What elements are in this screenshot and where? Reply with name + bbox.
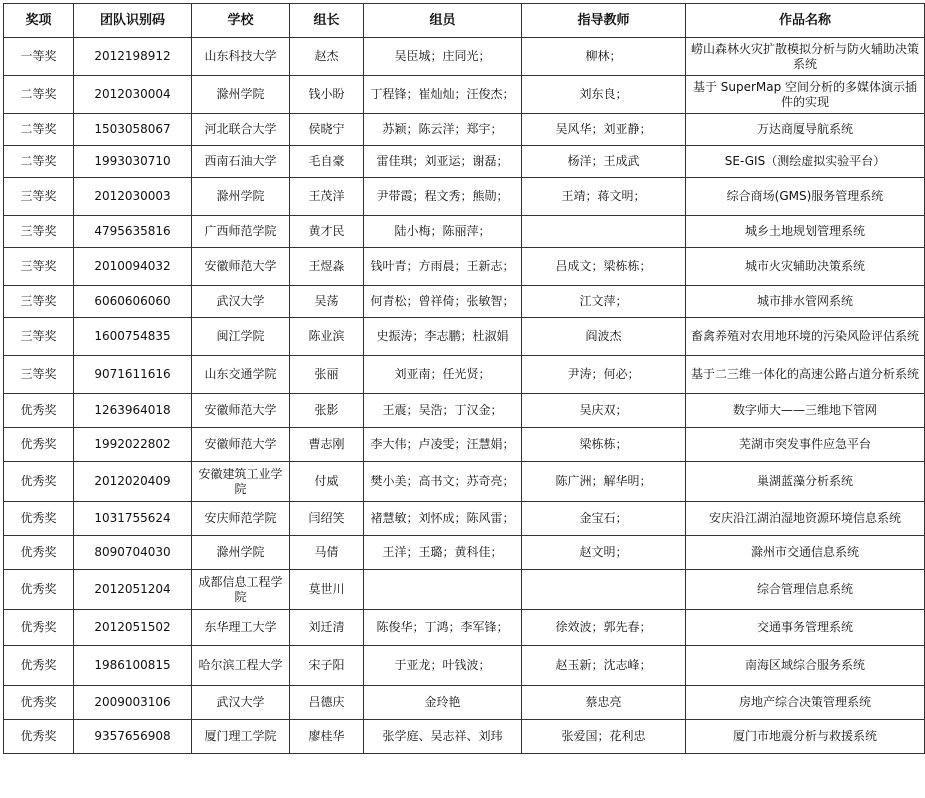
cell-school: 成都信息工程学院: [192, 570, 290, 610]
cell-team-code: 1503058067: [74, 114, 192, 146]
table-row: [4, 536, 925, 570]
cell-members: 褚慧敏；刘怀成；陈风雷；: [364, 502, 522, 536]
cell-members: 樊小美；高书文；苏奇亮；: [364, 462, 522, 502]
cell-work-title: 基于 SuperMap 空间分析的多媒体演示插件的实现: [686, 76, 925, 114]
cell-members: 吴臣城；庄同光；: [364, 38, 522, 76]
cell-members: 陆小梅；陈丽萍；: [364, 216, 522, 248]
cell-leader: 廖桂华: [290, 720, 364, 754]
cell-members: 刘亚南；任光贤；: [364, 356, 522, 394]
cell-work-title: 厦门市地震分析与救援系统: [686, 720, 925, 754]
cell-award: 三等奖: [4, 356, 74, 394]
cell-leader: 侯晓宁: [290, 114, 364, 146]
header-school: 学校: [192, 4, 290, 38]
table-row: [4, 76, 925, 114]
cell-leader: 刘迁清: [290, 610, 364, 646]
cell-members: 于亚龙；叶钱波；: [364, 646, 522, 686]
cell-leader: 张影: [290, 394, 364, 428]
cell-members: 陈俊华；丁鸿；李军锋；: [364, 610, 522, 646]
cell-advisor: 赵玉新；沈志峰；: [522, 646, 686, 686]
cell-leader: 毛自豪: [290, 146, 364, 178]
cell-advisor: 徐效波；郭先春；: [522, 610, 686, 646]
cell-members: 雷佳琪；刘亚运；谢磊；: [364, 146, 522, 178]
cell-advisor: 金宝石；: [522, 502, 686, 536]
cell-school: 安徽建筑工业学院: [192, 462, 290, 502]
cell-advisor: 张爱国；花利忠: [522, 720, 686, 754]
cell-team-code: 2012030003: [74, 178, 192, 216]
cell-school: 河北联合大学: [192, 114, 290, 146]
cell-school: 厦门理工学院: [192, 720, 290, 754]
table-row: [4, 686, 925, 720]
cell-award: 优秀奖: [4, 462, 74, 502]
cell-work-title: 崂山森林火灾扩散模拟分析与防火辅助决策系统: [686, 38, 925, 76]
cell-team-code: 2012051204: [74, 570, 192, 610]
cell-award: 三等奖: [4, 216, 74, 248]
cell-school: 滁州学院: [192, 178, 290, 216]
header-row: [4, 4, 925, 38]
cell-team-code: 4795635816: [74, 216, 192, 248]
cell-leader: 赵杰: [290, 38, 364, 76]
cell-award: 优秀奖: [4, 686, 74, 720]
cell-work-title: 安庆沿江湖泊湿地资源环境信息系统: [686, 502, 925, 536]
cell-work-title: 滁州市交通信息系统: [686, 536, 925, 570]
table-row: [4, 178, 925, 216]
cell-leader: 钱小盼: [290, 76, 364, 114]
cell-school: 安庆师范学院: [192, 502, 290, 536]
table-row: [4, 720, 925, 754]
header-team-code: 团队识别码: [74, 4, 192, 38]
cell-school: 闽江学院: [192, 318, 290, 356]
cell-award: 三等奖: [4, 248, 74, 286]
cell-school: 安徽师范大学: [192, 428, 290, 462]
cell-members: [364, 570, 522, 610]
cell-school: 武汉大学: [192, 686, 290, 720]
cell-team-code: 1263964018: [74, 394, 192, 428]
cell-team-code: 2012030004: [74, 76, 192, 114]
cell-school: 安徽师范大学: [192, 394, 290, 428]
cell-advisor: 梁栋栋；: [522, 428, 686, 462]
cell-award: 三等奖: [4, 318, 74, 356]
cell-advisor: [522, 570, 686, 610]
cell-leader: 张丽: [290, 356, 364, 394]
cell-team-code: 9357656908: [74, 720, 192, 754]
cell-work-title: 基于二三维一体化的高速公路占道分析系统: [686, 356, 925, 394]
cell-work-title: 南海区域综合服务系统: [686, 646, 925, 686]
cell-work-title: 城乡土地规划管理系统: [686, 216, 925, 248]
cell-members: 金玲艳: [364, 686, 522, 720]
cell-team-code: 1993030710: [74, 146, 192, 178]
cell-leader: 闫绍笑: [290, 502, 364, 536]
cell-award: 优秀奖: [4, 536, 74, 570]
cell-members: 王洋；王璐；黄科佳；: [364, 536, 522, 570]
table-row: [4, 610, 925, 646]
cell-members: 何青松；曾祥倚；张敏智；: [364, 286, 522, 318]
table-row: [4, 216, 925, 248]
cell-school: 西南石油大学: [192, 146, 290, 178]
cell-award: 优秀奖: [4, 428, 74, 462]
cell-team-code: 2012051502: [74, 610, 192, 646]
cell-work-title: 房地产综合决策管理系统: [686, 686, 925, 720]
cell-work-title: 畜禽养殖对农用地环境的污染风险评估系统: [686, 318, 925, 356]
cell-leader: 吕德庆: [290, 686, 364, 720]
table-row: [4, 394, 925, 428]
header-award: 奖项: [4, 4, 74, 38]
cell-advisor: 江文萍；: [522, 286, 686, 318]
cell-school: 安徽师范大学: [192, 248, 290, 286]
cell-award: 三等奖: [4, 286, 74, 318]
cell-team-code: 1600754835: [74, 318, 192, 356]
cell-award: 二等奖: [4, 114, 74, 146]
cell-award: 优秀奖: [4, 570, 74, 610]
header-members: 组员: [364, 4, 522, 38]
cell-team-code: 1992022802: [74, 428, 192, 462]
cell-members: 王震；吴浩；丁汉金；: [364, 394, 522, 428]
cell-members: 史振涛；李志鹏；杜淑娟: [364, 318, 522, 356]
cell-school: 滁州学院: [192, 536, 290, 570]
cell-work-title: 万达商厦导航系统: [686, 114, 925, 146]
cell-work-title: 综合管理信息系统: [686, 570, 925, 610]
header-advisor: 指导教师: [522, 4, 686, 38]
cell-leader: 宋子阳: [290, 646, 364, 686]
cell-school: 广西师范学院: [192, 216, 290, 248]
cell-award: 三等奖: [4, 178, 74, 216]
cell-school: 滁州学院: [192, 76, 290, 114]
cell-team-code: 8090704030: [74, 536, 192, 570]
cell-team-code: 2010094032: [74, 248, 192, 286]
cell-leader: 王茂洋: [290, 178, 364, 216]
cell-advisor: 陈广洲；解华明；: [522, 462, 686, 502]
cell-leader: 黄才民: [290, 216, 364, 248]
cell-team-code: 2012198912: [74, 38, 192, 76]
cell-award: 二等奖: [4, 146, 74, 178]
table-row: [4, 428, 925, 462]
table-row: [4, 318, 925, 356]
cell-school: 山东交通学院: [192, 356, 290, 394]
table-row: [4, 356, 925, 394]
cell-leader: 陈业滨: [290, 318, 364, 356]
cell-work-title: 城市火灾辅助决策系统: [686, 248, 925, 286]
cell-work-title: 芜湖市突发事件应急平台: [686, 428, 925, 462]
cell-members: 钱叶青；方雨晨；王新志；: [364, 248, 522, 286]
cell-work-title: 数字师大——三维地下管网: [686, 394, 925, 428]
cell-work-title: 综合商场(GMS)服务管理系统: [686, 178, 925, 216]
cell-advisor: 吴庆双；: [522, 394, 686, 428]
cell-school: 东华理工大学: [192, 610, 290, 646]
cell-advisor: 刘东良；: [522, 76, 686, 114]
cell-advisor: 吕成文；梁栋栋；: [522, 248, 686, 286]
table-row: [4, 146, 925, 178]
cell-award: 一等奖: [4, 38, 74, 76]
cell-award: 优秀奖: [4, 646, 74, 686]
table-row: [4, 502, 925, 536]
cell-advisor: 赵文明；: [522, 536, 686, 570]
cell-work-title: 城市排水管网系统: [686, 286, 925, 318]
cell-team-code: 1031755624: [74, 502, 192, 536]
awards-table: [3, 3, 925, 754]
cell-members: 李大伟；卢凌雯；汪慧娟；: [364, 428, 522, 462]
table-row: [4, 286, 925, 318]
header-leader: 组长: [290, 4, 364, 38]
table-row: [4, 570, 925, 610]
cell-award: 优秀奖: [4, 394, 74, 428]
cell-team-code: 1986100815: [74, 646, 192, 686]
cell-school: 山东科技大学: [192, 38, 290, 76]
table-row: [4, 646, 925, 686]
cell-award: 二等奖: [4, 76, 74, 114]
cell-advisor: [522, 216, 686, 248]
cell-members: 尹带霞；程文秀；熊勋；: [364, 178, 522, 216]
table-row: [4, 462, 925, 502]
cell-members: 张学庭、吴志祥、刘玮: [364, 720, 522, 754]
table-row: [4, 114, 925, 146]
cell-members: 苏颖；陈云洋；郑宇；: [364, 114, 522, 146]
cell-work-title: SE-GIS（测绘虚拟实验平台）: [686, 146, 925, 178]
cell-award: 优秀奖: [4, 720, 74, 754]
cell-work-title: 交通事务管理系统: [686, 610, 925, 646]
cell-team-code: 6060606060: [74, 286, 192, 318]
cell-advisor: 吴风华；刘亚静；: [522, 114, 686, 146]
cell-advisor: 阎波杰: [522, 318, 686, 356]
cell-advisor: 柳林；: [522, 38, 686, 76]
cell-work-title: 巢湖蓝藻分析系统: [686, 462, 925, 502]
cell-advisor: 杨洋；王成武: [522, 146, 686, 178]
cell-school: 武汉大学: [192, 286, 290, 318]
cell-school: 哈尔滨工程大学: [192, 646, 290, 686]
cell-award: 优秀奖: [4, 610, 74, 646]
cell-members: 丁程锋；崔灿灿；汪俊杰；: [364, 76, 522, 114]
cell-leader: 吴荡: [290, 286, 364, 318]
cell-leader: 曹志刚: [290, 428, 364, 462]
cell-team-code: 9071611616: [74, 356, 192, 394]
cell-team-code: 2012020409: [74, 462, 192, 502]
table-row: [4, 248, 925, 286]
cell-leader: 马倩: [290, 536, 364, 570]
cell-advisor: 王靖；蒋文明；: [522, 178, 686, 216]
cell-advisor: 蔡忠亮: [522, 686, 686, 720]
cell-advisor: 尹涛；何必；: [522, 356, 686, 394]
cell-team-code: 2009003106: [74, 686, 192, 720]
header-work-title: 作品名称: [686, 4, 925, 38]
cell-leader: 付威: [290, 462, 364, 502]
cell-award: 优秀奖: [4, 502, 74, 536]
cell-leader: 王煜淼: [290, 248, 364, 286]
table-row: [4, 38, 925, 76]
cell-leader: 莫世川: [290, 570, 364, 610]
